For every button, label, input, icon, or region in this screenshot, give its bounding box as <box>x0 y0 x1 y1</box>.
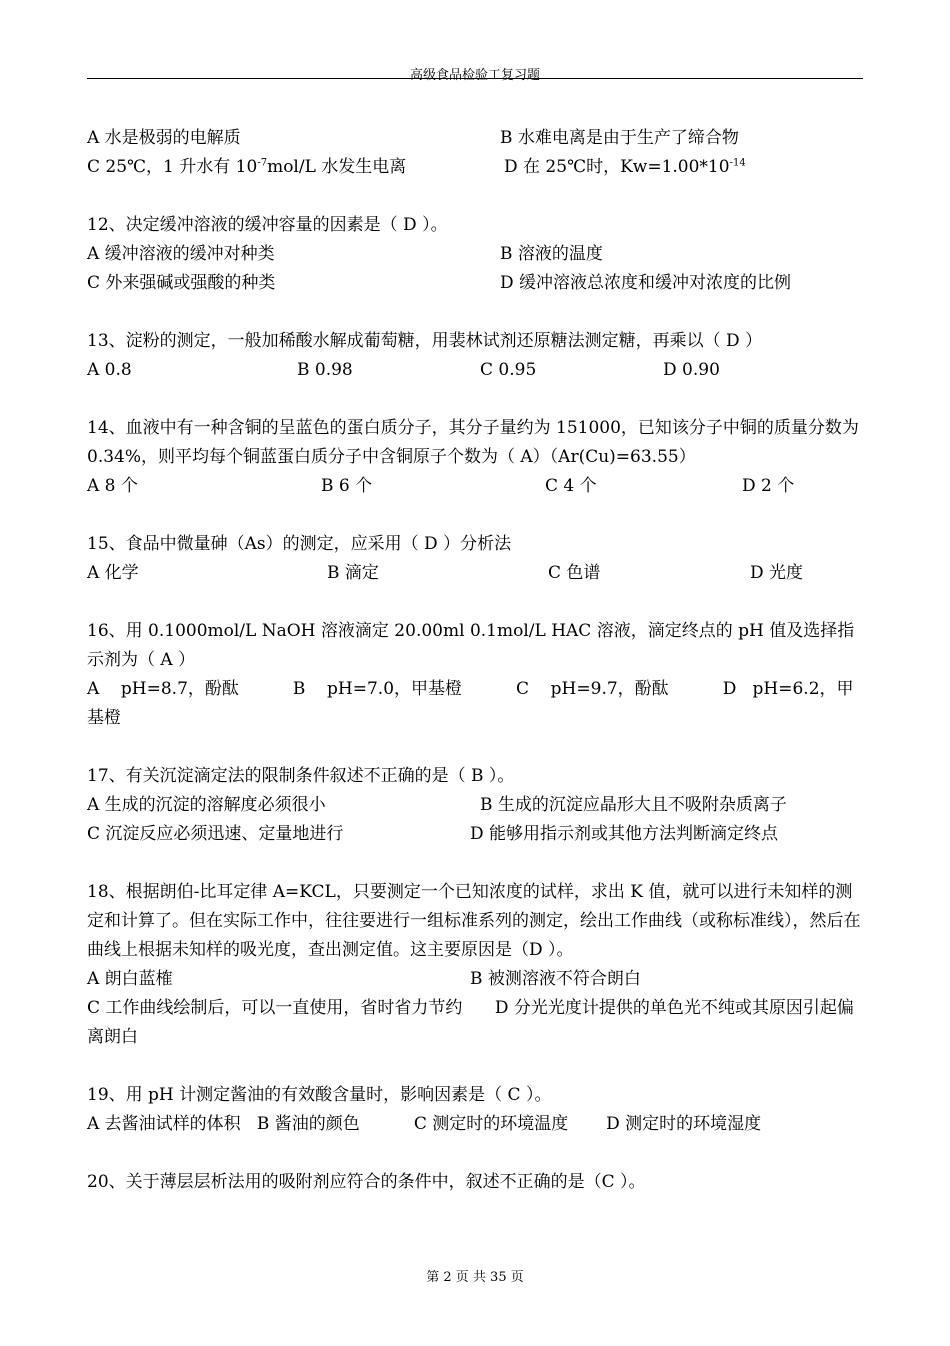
q14-option-d: D 2 个 <box>742 476 795 496</box>
q11-options-row-1 <box>87 124 867 153</box>
q15-stem: 15、食品中微量砷（As）的测定，应采用（ D ）分析法 <box>87 534 512 554</box>
document-body <box>87 124 867 1197</box>
page-footer-number: 第 2 页 共 35 页 <box>426 1270 524 1285</box>
q11-option-d: D 在 25℃时，$Kw=1.00*10^{-14}$ <box>504 157 746 177</box>
q20-stem: 20、关于薄层层析法用的吸附剂应符合的条件中，叙述不正确的是（C ）。 <box>87 1172 646 1192</box>
q17-options-row-1 <box>87 791 867 820</box>
q12-options-row-2 <box>87 269 867 298</box>
q18-options-row-1 <box>87 965 867 994</box>
q13-option-b: B 0.98 <box>297 360 353 380</box>
q19-stem: 19、用 pH 计测定酱油的有效酸含量时，影响因素是（ C ）。 <box>87 1085 552 1105</box>
header-divider <box>87 78 863 79</box>
q13-stem: 13、淀粉的测定，一般加稀酸水解成葡萄糖，用裴林试剂还原糖法测定糖，再乘以（ D ） <box>87 331 763 351</box>
q14-option-c: C 4 个 <box>545 476 597 496</box>
q17-option-a: A 生成的沉淀的溶解度必须很小 <box>87 795 326 815</box>
q11-option-a: A 水是极弱的电解质 <box>87 128 241 148</box>
q16-options: A pH=8.7，酚酞 B pH=7.0，甲基橙 C pH=9.7，酚酞 D pH=6.2，甲基橙 <box>87 679 854 728</box>
q14-options-row <box>87 472 867 501</box>
q17-option-c: C 沉淀反应必须迅速、定量地进行 <box>87 824 344 844</box>
q13-options-row <box>87 356 867 385</box>
q13-option-a: A 0.8 <box>87 360 132 380</box>
q14-option-a: A 8 个 <box>87 476 138 496</box>
q15-option-c: C 色谱 <box>548 563 601 583</box>
q12-option-b: B 溶液的温度 <box>500 244 603 264</box>
q15-option-d: D 光度 <box>750 563 804 583</box>
q15-option-b: B 滴定 <box>327 563 379 583</box>
q17-option-b: B 生成的沉淀应晶形大且不吸附杂质离子 <box>480 795 787 815</box>
q14-stem: 14、血液中有一种含铜的呈蓝色的蛋白质分子，其分子量约为 151000，已知该分子中铜的质量分数为 0.34%，则平均每个铜蓝蛋白质分子中含铜原子个数为（ A）（Ar(Cu)=63.55） <box>87 418 859 467</box>
q19-options: A 去酱油试样的体积 B 酱油的颜色 C 测定时的环境温度 D 测定时的环境湿度 <box>87 1114 762 1134</box>
q15-options-row <box>87 559 867 588</box>
q11-option-b: B 水难电离是由于生产了缔合物 <box>500 128 739 148</box>
q12-option-a: A 缓冲溶液的缓冲对种类 <box>87 244 275 264</box>
q18-options-c-d: C 工作曲线绘制后，可以一直使用，省时省力节约 D 分光光度计提供的单色光不纯或其原因引起偏离朗白 <box>87 998 854 1047</box>
q14-option-b: B 6 个 <box>321 476 373 496</box>
q18-option-a: A 朗白蓝榷 <box>87 969 173 989</box>
q11-options-row-2 <box>87 153 867 182</box>
q12-option-d: D 缓冲溶液总浓度和缓冲对浓度的比例 <box>500 273 792 293</box>
q18-option-b: B 被测溶液不符合朗白 <box>470 969 641 989</box>
q17-options-row-2 <box>87 820 867 849</box>
q15-option-a: A 化学 <box>87 563 139 583</box>
q18-stem: 18、根据朗伯-比耳定律 A=KCL，只要测定一个已知浓度的试样，求出 K 值，就可以进行未知样的测定和计算了。但在实际工作中，往往要进行一组标准系列的测定，绘出工作曲线（或称标准线），然后在曲线上根据未知样的吸光度，查出测定值。这主要原因是（D ）。 <box>87 882 861 960</box>
q17-stem: 17、有关沉淀滴定法的限制条件叙述不正确的是（ B ）。 <box>87 766 515 786</box>
page-header-title: 高级食品检验工复习题 <box>409 68 540 83</box>
q13-option-d: D 0.90 <box>663 360 720 380</box>
q12-option-c: C 外来强碱或强酸的种类 <box>87 273 276 293</box>
q16-stem: 16、用 0.1000mol/L NaOH 溶液滴定 20.00ml 0.1mol/L HAC 溶液，滴定终点的 pH 值及选择指示剂为（ A ） <box>87 621 855 670</box>
q13-option-c: C 0.95 <box>480 360 537 380</box>
q12-options-row-1 <box>87 240 867 269</box>
q11-option-c: C 25℃，1 升水有 $10^{-7}mol/L$ 水发生电离 <box>87 157 407 177</box>
q12-stem: 12、决定缓冲溶液的缓冲容量的因素是（ D ）。 <box>87 215 448 235</box>
q17-option-d: D 能够用指示剂或其他方法判断滴定终点 <box>470 824 779 844</box>
